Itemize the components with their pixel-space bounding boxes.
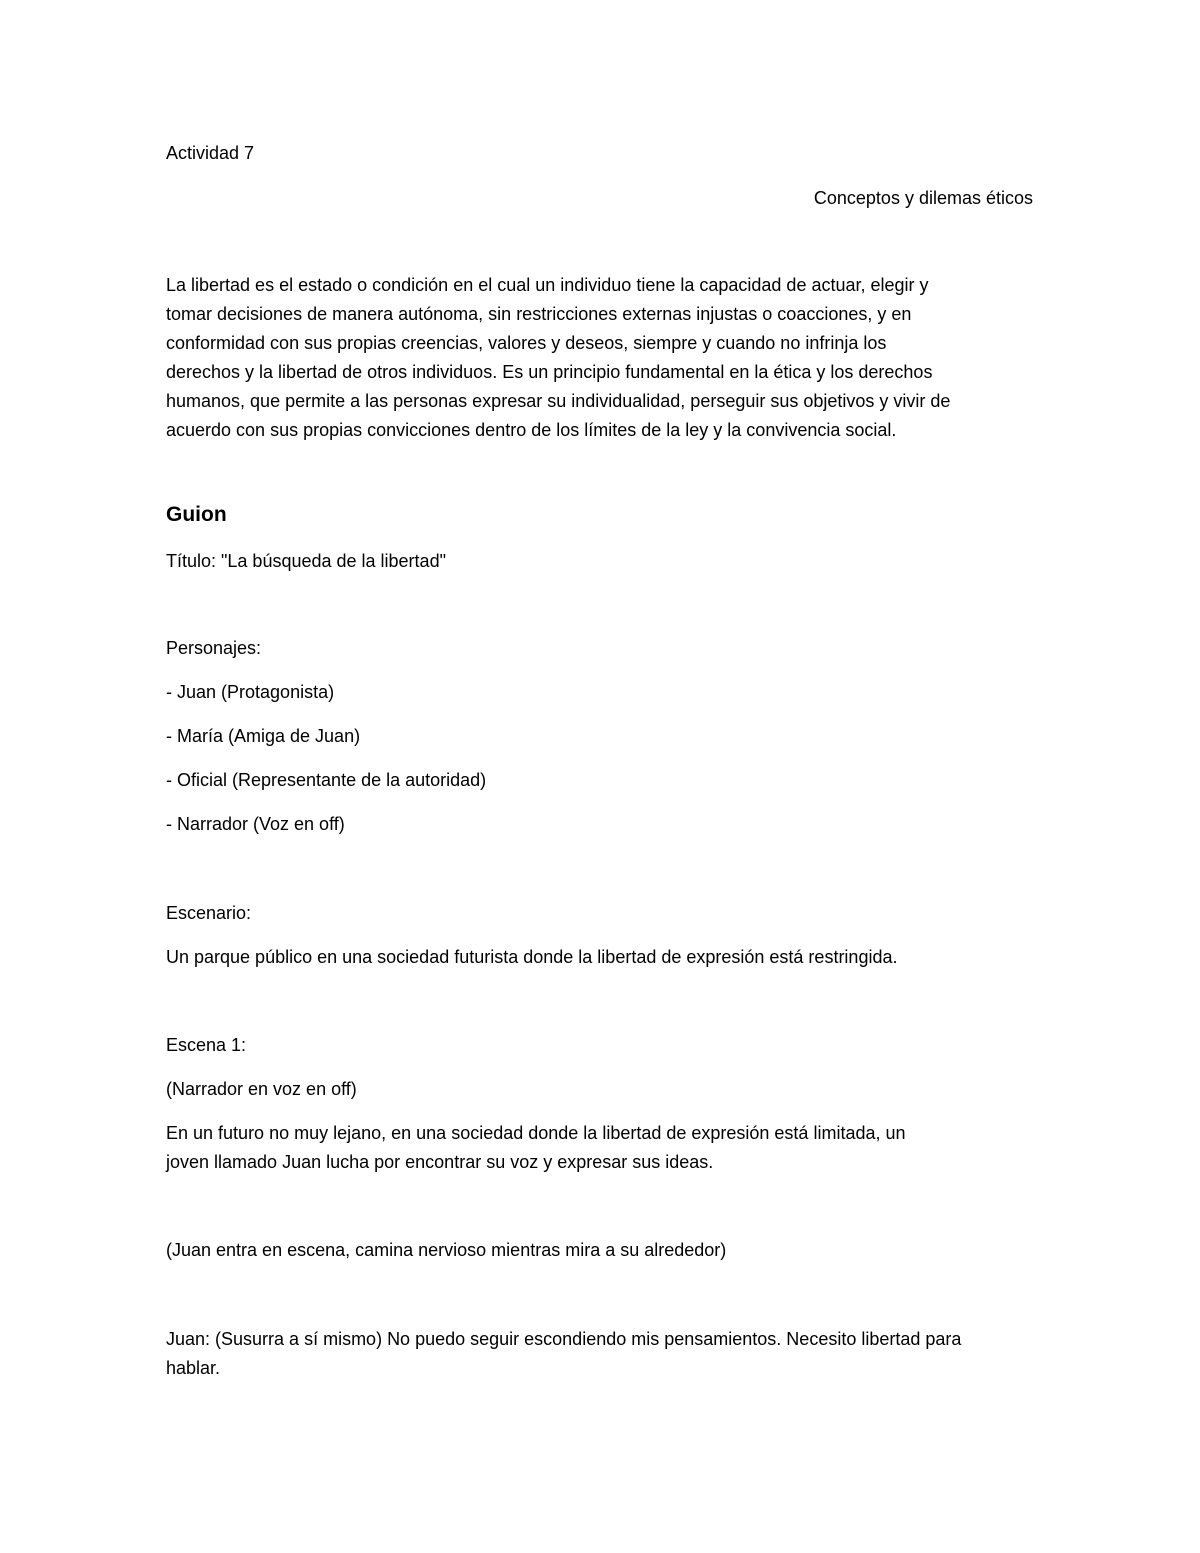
definition-line: tomar decisiones de manera autónoma, sin restricciones externas injustas o coacciones, y en — [166, 304, 912, 324]
definition-line: humanos, que permite a las personas expresar su individualidad, perseguir sus objetivos y vivir de — [166, 391, 951, 411]
document-subtitle: Conceptos y dilemas éticos — [813, 188, 1033, 208]
narration-line: joven llamado Juan lucha por encontrar su voz y expresar sus ideas. — [166, 1152, 714, 1172]
definition-line: La libertad es el estado o condición en el cual un individuo tiene la capacidad de actuar, elegir y — [166, 275, 929, 295]
dialogue-paragraph — [166, 1325, 1036, 1383]
character-item: - Oficial (Representante de la autoridad) — [166, 770, 487, 790]
narration-line: En un futuro no muy lejano, en una sociedad donde la libertad de expresión está limitada, un — [166, 1123, 906, 1143]
character-item: - Narrador (Voz en off) — [166, 814, 345, 834]
script-heading: Guion — [166, 503, 227, 526]
definition-line: acuerdo con sus propias convicciones dentro de los límites de la ley y la convivencia social. — [166, 420, 897, 440]
setting-text: Un parque público en una sociedad futurista donde la libertad de expresión está restringida. — [166, 947, 898, 967]
characters-label: Personajes: — [166, 638, 262, 658]
script-title: Título: "La búsqueda de la libertad" — [166, 551, 446, 571]
definition-paragraph — [166, 271, 1036, 445]
definition-line: derechos y la libertad de otros individuos. Es un principio fundamental en la ética y los derechos — [166, 362, 933, 382]
narration-paragraph — [166, 1119, 1036, 1177]
character-item: - Juan (Protagonista) — [166, 682, 335, 702]
scene-label: Escena 1: — [166, 1035, 247, 1055]
character-item: - María (Amiga de Juan) — [166, 726, 361, 746]
stage-direction: (Juan entra en escena, camina nervioso mientras mira a su alrededor) — [166, 1240, 727, 1260]
definition-line: conformidad con sus propias creencias, valores y deseos, siempre y cuando no infrinja los — [166, 333, 887, 353]
setting-label: Escenario: — [166, 903, 252, 923]
dialogue-line: hablar. — [166, 1358, 221, 1378]
dialogue-line: Juan: (Susurra a sí mismo) No puedo seguir escondiendo mis pensamientos. Necesito libertad para — [166, 1329, 962, 1349]
activity-title: Actividad 7 — [166, 143, 255, 163]
narrator-direction: (Narrador en voz en off) — [166, 1079, 357, 1099]
